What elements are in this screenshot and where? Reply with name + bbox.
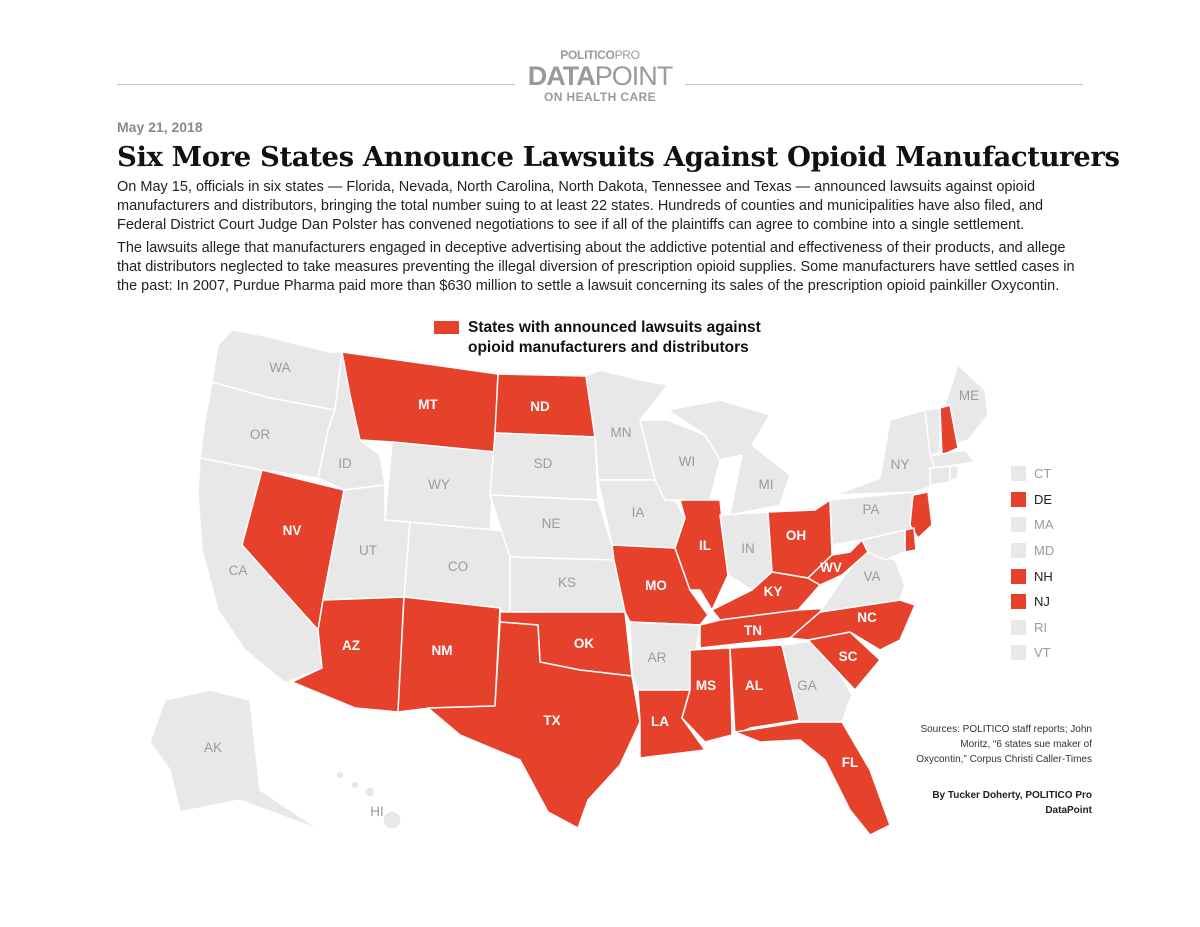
publish-date: May 21, 2018 [117, 119, 203, 135]
small-states-key [1011, 461, 1054, 666]
state-label-sd: SD [533, 456, 553, 471]
logo-brand-suffix: PRO [614, 48, 640, 62]
small-state-ct [1011, 461, 1054, 487]
state-label-id: ID [338, 456, 352, 471]
state-label-mo: MO [645, 578, 667, 593]
state-label-al: AL [745, 678, 763, 693]
state-label-or: OR [249, 427, 271, 442]
logo-subtitle: ON HEALTH CARE [543, 90, 657, 104]
state-label-il: IL [699, 538, 711, 553]
state-label-ny: NY [890, 457, 910, 472]
state-label-ak: AK [203, 740, 223, 755]
state-de [905, 528, 916, 552]
state-label-mi: MI [758, 477, 774, 492]
state-ak [150, 690, 320, 830]
state-label-va: VA [863, 569, 881, 584]
small-state-swatch [1011, 594, 1026, 609]
state-label-fl: FL [841, 755, 859, 770]
small-state-swatch [1011, 466, 1026, 481]
small-state-md [1011, 538, 1054, 564]
intro-paragraph: On May 15, officials in six states — Florida, Nevada, North Carolina, North Dakota, Tennessee and Texas — announced lawsuits against opioid manufacturers and distributors, bringing the total number suing to at least 22 states. Hundreds of counties and municipalities have also filed, and Federal District Court Judge Dan Polster has convened negotiations to see if all of the plaintiffs can agree to combine into a single settlement. [117, 179, 1044, 233]
state-label-nv: NV [282, 523, 302, 538]
state-label-in: IN [741, 541, 755, 556]
small-state-label: DE [1034, 491, 1053, 507]
state-label-hi: HI [370, 804, 384, 819]
small-state-label: NH [1034, 568, 1053, 584]
headline: Six More States Announce Lawsuits Against Opioid Manufacturers [117, 141, 1120, 173]
detail-paragraph: The lawsuits allege that manufacturers engaged in deceptive advertising about the addictive potential and effectiveness of their products, and allege that distributors neglected to take measures preventing the illegal diversion of prescription opioid supplies. Some manufacturers have settled cases in the past: In 2007, Purdue Pharma paid more than $630 million to settle a lawsuit concerning its sales of the prescription opioid painkiller Oxycontin. [117, 240, 1075, 294]
state-label-ut: UT [359, 543, 377, 558]
small-state-label: VT [1034, 645, 1051, 661]
state-label-ky: KY [763, 584, 783, 599]
small-state-ma [1011, 512, 1054, 538]
state-hi [336, 771, 401, 829]
small-state-label: NJ [1034, 594, 1050, 610]
state-ri [950, 466, 958, 480]
state-label-ca: CA [228, 563, 248, 578]
small-state-ri [1011, 615, 1054, 641]
state-label-oh: OH [785, 528, 807, 543]
small-state-swatch [1011, 543, 1026, 558]
state-label-wi: WI [678, 454, 696, 469]
logo-product-a: DATA [527, 61, 595, 91]
small-state-nj [1011, 589, 1054, 615]
state-fl [735, 722, 890, 835]
small-state-swatch [1011, 620, 1026, 635]
state-label-me: ME [958, 388, 980, 403]
state-label-mt: MT [418, 397, 438, 412]
state-label-ia: IA [631, 505, 645, 520]
state-label-nc: NC [857, 610, 877, 625]
state-label-tn: TN [744, 623, 762, 638]
state-label-az: AZ [342, 638, 360, 653]
state-label-ms: MS [695, 678, 717, 693]
legend-label: States with announced lawsuits against opioid manufacturers and distributors [468, 319, 761, 356]
small-state-nh [1011, 563, 1054, 589]
small-state-swatch [1011, 645, 1026, 660]
state-ct [930, 466, 950, 485]
logo-brand-name: POLITICO [560, 48, 615, 62]
byline: By Tucker Doherty, POLITICO Pro DataPoint [932, 790, 1092, 816]
state-label-wy: WY [428, 477, 450, 492]
state-label-ks: KS [557, 575, 577, 590]
state-label-co: CO [447, 559, 469, 574]
small-state-de [1011, 487, 1054, 513]
state-label-nd: ND [530, 399, 550, 414]
state-label-mn: MN [610, 425, 632, 440]
state-label-wa: WA [269, 360, 291, 375]
small-state-vt [1011, 640, 1054, 666]
small-state-label: MD [1034, 543, 1055, 559]
state-label-tx: TX [543, 713, 561, 728]
legend-swatch [434, 321, 459, 334]
small-state-swatch [1011, 517, 1026, 532]
small-state-swatch [1011, 569, 1026, 584]
small-state-label: RI [1034, 619, 1047, 635]
state-label-wv: WV [820, 560, 842, 575]
state-label-sc: SC [838, 649, 858, 664]
state-label-ok: OK [573, 636, 595, 651]
state-label-ne: NE [541, 516, 561, 531]
sources-note: Sources: POLITICO staff reports; John Moritz, “6 states sue maker of Oxycontin,” Corpus Christi Caller-Times [916, 724, 1092, 765]
state-label-ar: AR [647, 650, 667, 665]
state-label-nm: NM [431, 643, 453, 658]
state-label-pa: PA [862, 502, 880, 517]
map-legend [434, 318, 808, 358]
small-state-swatch [1011, 492, 1026, 507]
small-state-label: CT [1034, 466, 1052, 482]
logo-product-b: POINT [594, 61, 673, 91]
small-state-label: MA [1034, 517, 1054, 533]
state-label-la: LA [651, 714, 669, 729]
state-label-ga: GA [797, 678, 817, 693]
